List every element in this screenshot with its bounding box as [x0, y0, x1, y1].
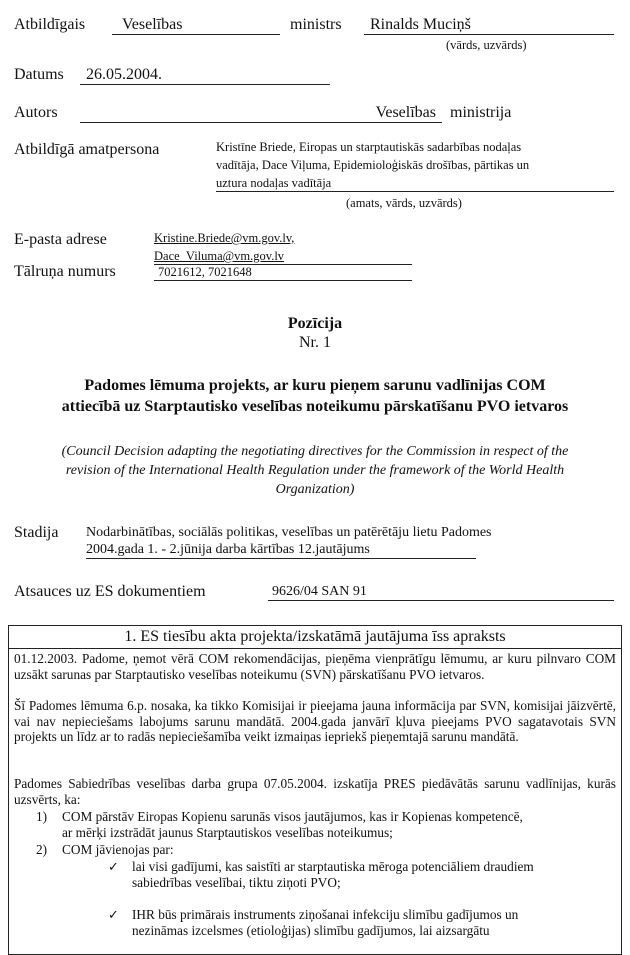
english-title-line-3: Organization) [275, 482, 355, 497]
decision-heading-line-2: attiecībā uz Starptautisko veselības noteikumu pārskatīšanu PVO ietvaros [61, 398, 569, 415]
sub-item-1-line-1: lai visi gadījumi, kas saistīti ar starptautiska mēroga potenciāliem draudiem [132, 859, 534, 874]
official-line-2: vadītāja, Dace Viļuma, Epidemioloģiskās drošības, pārtikas un [216, 158, 530, 172]
date-value: 26.05.2004. [80, 66, 330, 85]
official-hint: (amats, vārds, uzvārds) [346, 196, 462, 210]
phone-value: 7021612, 7021648 [154, 265, 412, 281]
sub-item-1-line-2: sabiedrības veselībai, tiktu ziņoti PVO; [132, 875, 341, 890]
sub-item-2-line-2: nezināmas izcelsmes (etioloģijas) slimību gadījumos, lai aizsargātu [132, 923, 490, 938]
description-heading: 1. ES tiesību akta projekta/izskatāmā jautājuma īss apraksts [8, 625, 622, 649]
date-label: Datums [14, 66, 64, 83]
position-title: Pozīcija [287, 315, 343, 332]
english-title-line-2: revision of the International Health Regulation under the framework of the World Health [65, 463, 565, 478]
official-line-3: uztura nodaļas vadītāja [216, 176, 614, 192]
ministry-label: ministrija [450, 104, 512, 121]
list-item-2-number: 2) [36, 842, 48, 857]
position-number: Nr. 1 [299, 334, 331, 351]
checkmark-icon: ✓ [108, 907, 119, 922]
minister-label: ministrs [290, 16, 342, 33]
phone-label: Tālruņa numurs [14, 263, 116, 280]
decision-heading-line-1: Padomes lēmuma projekts, ar kuru pieņem sarunu vadlīnijas COM [84, 377, 546, 394]
email-label: E-pasta adrese [14, 231, 107, 248]
stage-line-2: 2004.gada 1. - 2.jūnija darba kārtības 12.jautājums [86, 542, 476, 559]
official-line-1: Kristīne Briede, Eiropas un starptautiskās sadarbības nodaļas [216, 140, 522, 154]
paragraph-3: Padomes Sabiedrības veselības darba grupa 07.05.2004. izskatīja PRES piedāvātās sarunu vadlīnijas, kurās uzsvērts, ka: [14, 776, 616, 807]
sub-item-2-line-1: IHR būs primārais instruments ziņošanai infekciju slimību gadījumos un [132, 907, 519, 922]
paragraph-1: 01.12.2003. Padome, ņemot vērā COM rekomendācijas, pieņēma vienprātīgu lēmumu, ar kuru pilnvaro COM uzsākt sarunas par Starptautisko veselības noteikumu (SVN) pārskatīšanu PVO ietvaros. [14, 651, 616, 682]
english-title-line-1: (Council Decision adapting the negotiating directives for the Commission in respect of the [61, 444, 569, 459]
author-label: Autors [14, 104, 58, 121]
refs-value: 9626/04 SAN 91 [268, 584, 614, 601]
paragraph-2: Šī Padomes lēmuma 6.p. nosaka, ka tikko Komisijai ir pieejama jauna informācija par SVN, komisijai jāizvērtē, vai nav nepieciešams labojums sarunu mandātā. 2004.gada janvārī kļuva pieejams PVO sagatavotais SVN projekts un līdz ar to radās nepieciešamība veikt izmaiņas iepriekš pieņemtajā sarunu mandātā. [14, 698, 616, 744]
stage-line-1: Nodarbinātības, sociālās politikas, veselības un patērētāju lietu Padomes [86, 525, 492, 540]
list-item-2: COM jāvienojas par: [62, 842, 174, 857]
author-value: Veselības [80, 104, 442, 123]
email-link-1[interactable]: Kristine.Briede@vm.gov.lv, [154, 231, 295, 245]
stage-label: Stadija [14, 524, 59, 541]
name-hint: (vārds, uzvārds) [446, 38, 527, 52]
refs-label: Atsauces uz ES dokumentiem [14, 583, 206, 600]
list-item-1-line-2: ar mērķi izstrādāt jaunus Starptautiskos veselības noteikumus; [62, 825, 393, 840]
email-link-2[interactable]: Dace_Viluma@vm.gov.lv [154, 249, 412, 265]
list-item-1-number: 1) [36, 809, 48, 824]
minister-name: Rinalds Muciņš [364, 16, 614, 35]
official-label: Atbildīgā amatpersona [14, 141, 160, 158]
responsible-value: Veselības [112, 16, 280, 35]
responsible-label: Atbildīgais [14, 16, 86, 33]
checkmark-icon: ✓ [108, 859, 119, 874]
list-item-1-line-1: COM pārstāv Eiropas Kopienu sarunās visos jautājumos, kas ir Kopienas kompetencē, [62, 809, 523, 824]
